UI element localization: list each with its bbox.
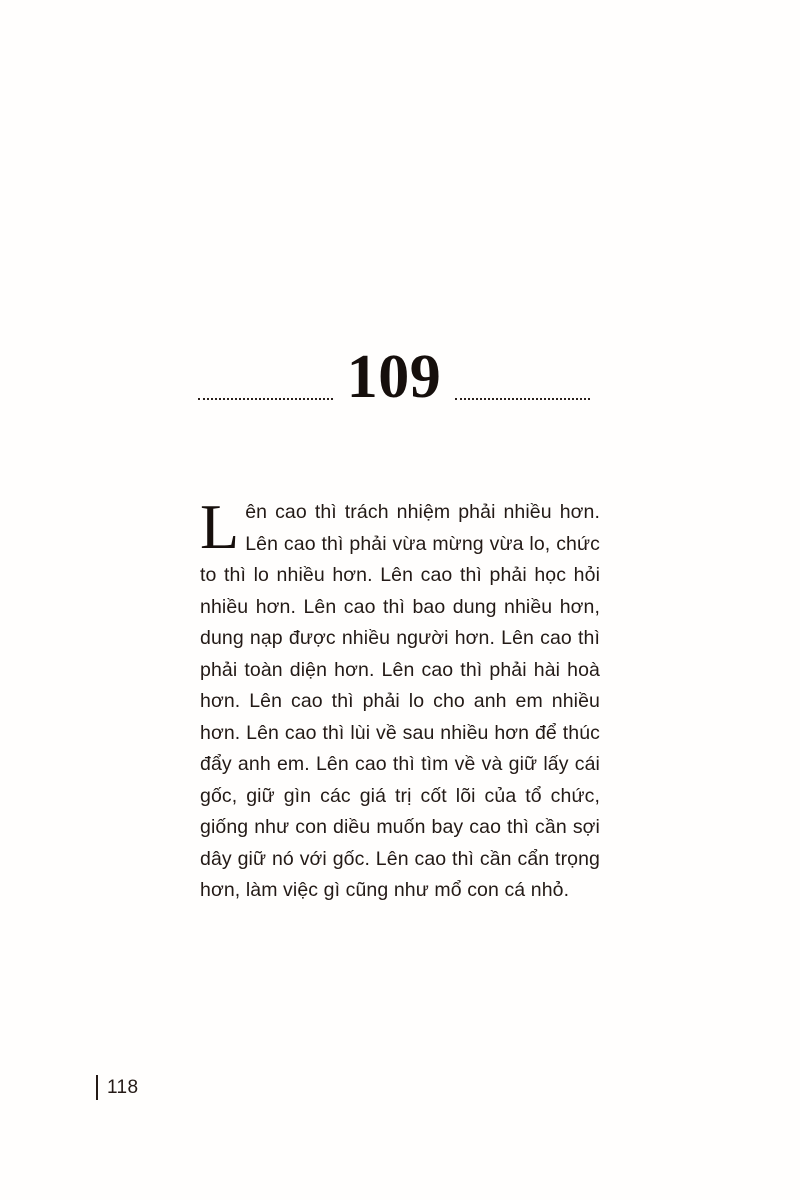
body-paragraph-text: ên cao thì trách nhiệm phải nhiều hơn. Lên cao thì phải vừa mừng vừa lo, chức to thì lo nhiều hơn. Lên cao thì phải học hỏi nhiều hơn. Lên cao thì bao dung nhiều hơn, dung nạp được nhiều người hơn. Lên cao thì phải toàn diện hơn. Lên cao thì phải hài hoà hơn. Lên cao thì phải lo cho anh em nhiều hơn. Lên cao thì lùi về sau nhiều hơn để thúc đẩy anh em. Lên cao thì tìm về và giữ lấy cái gốc, giữ gìn các giá trị cốt lõi của tổ chức, giống như con diều muốn bay cao thì cần sợi dây giữ nó với gốc. Lên cao thì cần cẩn trọng hơn, làm việc gì cũng như mổ con cá nhỏ. — [200, 501, 600, 901]
drop-cap: L — [200, 491, 240, 562]
chapter-heading — [198, 336, 590, 418]
body-paragraph — [200, 491, 600, 907]
folio-bar-icon — [96, 1075, 98, 1100]
dotted-rule-left-icon — [198, 398, 333, 400]
dotted-rule-right-icon — [455, 398, 590, 400]
page-number: 118 — [107, 1076, 139, 1098]
page-folio — [96, 1075, 139, 1100]
chapter-number: 109 — [346, 343, 442, 411]
